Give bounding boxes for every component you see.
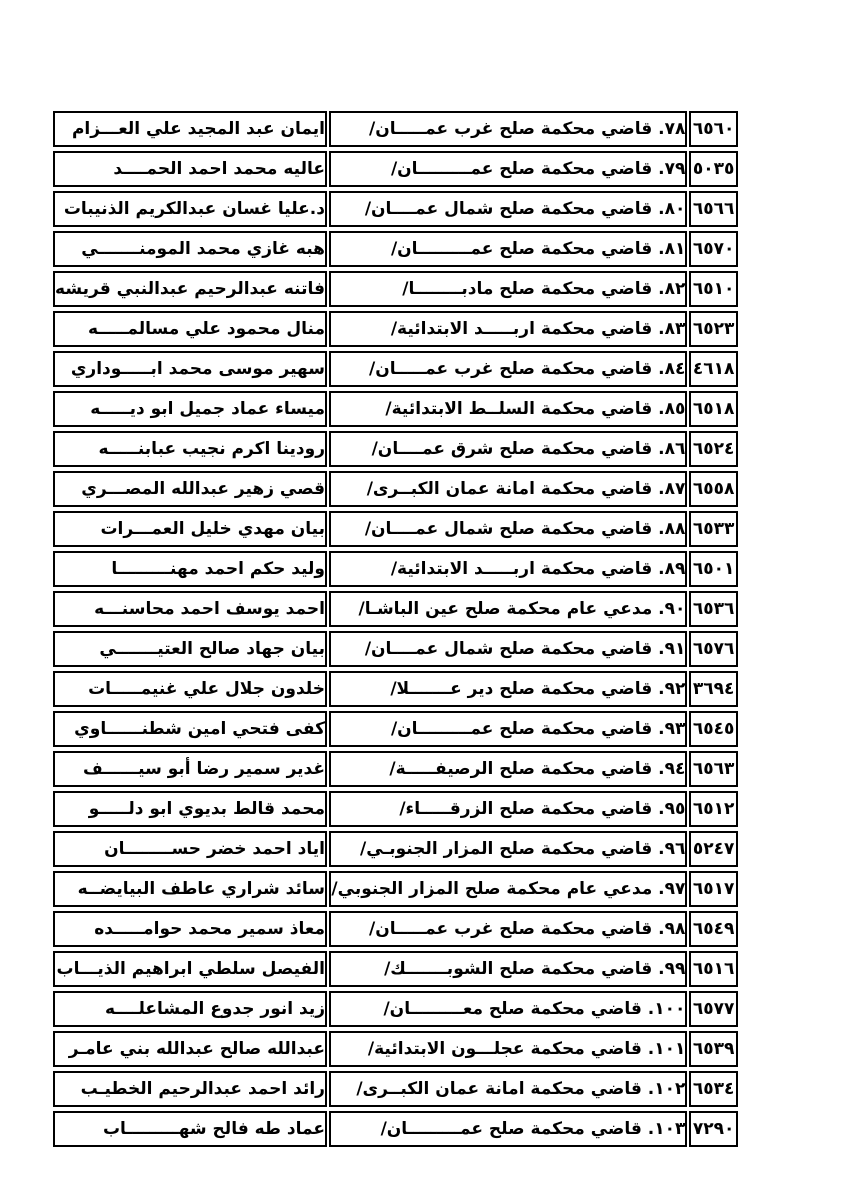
table-row (53, 591, 738, 627)
position-title: ٩٠. مدعي عام محكمة صلح عين الباشـا/ (329, 591, 685, 627)
judge-name: الفيصل سلطي ابراهيم الذيـــاب (53, 951, 325, 987)
position-title: ١٠١. قاضي محكمة عجلـــون الابتدائية/ (329, 1031, 685, 1067)
position-title: ٨٩. قاضي محكمة اربـــــد الابتدائية/ (329, 551, 685, 587)
employee-number: ٦٥١٠ (691, 271, 738, 307)
table-row (53, 511, 738, 547)
employee-number: ٦٥١٧ (691, 871, 738, 907)
table-row (53, 271, 738, 307)
employee-number: ٦٥٠١ (691, 551, 738, 587)
column-divider (325, 271, 329, 307)
position-title: ٨١. قاضي محكمة صلح عمـــــــــان/ (329, 231, 685, 267)
column-divider (325, 951, 329, 987)
column-divider (685, 351, 691, 387)
employee-number: ٦٥٢٤ (691, 431, 738, 467)
judge-name: زيد انور جدوع المشاعلــــه (53, 991, 325, 1027)
column-divider (685, 431, 691, 467)
table-row (53, 911, 738, 947)
column-divider (325, 831, 329, 867)
judges-table-body (53, 111, 738, 1147)
column-divider (685, 1111, 691, 1147)
column-divider (685, 791, 691, 827)
column-divider (325, 511, 329, 547)
column-divider (325, 471, 329, 507)
column-divider (325, 1071, 329, 1107)
column-divider (325, 711, 329, 747)
table-row (53, 311, 738, 347)
column-divider (325, 431, 329, 467)
table-row (53, 431, 738, 467)
employee-number: ٦٥٥٨ (691, 471, 738, 507)
employee-number: ٥٢٤٧ (691, 831, 738, 867)
judge-name: سهير موسى محمد ابـــــوداري (53, 351, 325, 387)
position-title: ٩٥. قاضي محكمة صلح الزرقـــــاء/ (329, 791, 685, 827)
judge-name: فاتنه عبدالرحيم عبدالنبي قريشه (53, 271, 325, 307)
column-divider (325, 791, 329, 827)
column-divider (325, 1031, 329, 1067)
judge-name: منال محمود علي مسالمـــــه (53, 311, 325, 347)
position-title: ١٠٠. قاضي محكمة صلح معـــــــــان/ (329, 991, 685, 1027)
column-divider (685, 231, 691, 267)
table-row (53, 991, 738, 1027)
table-row (53, 1031, 738, 1067)
column-divider (325, 231, 329, 267)
judge-name: محمد قالط بديوي ابو دلـــــو (53, 791, 325, 827)
employee-number: ٦٥١٨ (691, 391, 738, 427)
position-title: ٨٠. قاضي محكمة صلح شمال عمــــان/ (329, 191, 685, 227)
employee-number: ٦٥٧٠ (691, 231, 738, 267)
employee-number: ٦٥٦٣ (691, 751, 738, 787)
column-divider (685, 831, 691, 867)
judge-name: عبدالله صالح عبدالله بني عامـر (53, 1031, 325, 1067)
table-row (53, 351, 738, 387)
judges-table (53, 107, 738, 1151)
column-divider (325, 991, 329, 1027)
judge-name: عاليه محمد احمد الحمــــد (53, 151, 325, 187)
column-divider (685, 991, 691, 1027)
employee-number: ٦٥٤٥ (691, 711, 738, 747)
column-divider (685, 1031, 691, 1067)
judge-name: ميساء عماد جميل ابو ديـــــه (53, 391, 325, 427)
position-title: ١٠٣. قاضي محكمة صلح عمـــــــــان/ (329, 1111, 685, 1147)
column-divider (325, 631, 329, 667)
position-title: ٩٨. قاضي محكمة صلح غرب عمـــــان/ (329, 911, 685, 947)
employee-number: ٤٦١٨ (691, 351, 738, 387)
employee-number: ٦٥١٢ (691, 791, 738, 827)
judge-name: عماد طه فالح شهـــــــــاب (53, 1111, 325, 1147)
column-divider (325, 191, 329, 227)
judge-name: هبه غازي محمد المومنـــــــي (53, 231, 325, 267)
judge-name: رائد احمد عبدالرحيم الخطيـب (53, 1071, 325, 1107)
column-divider (685, 911, 691, 947)
table-row (53, 671, 738, 707)
table-row (53, 391, 738, 427)
position-title: ٩٤. قاضي محكمة صلح الرصيفـــــة/ (329, 751, 685, 787)
position-title: ٨٣. قاضي محكمة اربـــــد الابتدائية/ (329, 311, 685, 347)
position-title: ٩٣. قاضي محكمة صلح عمـــــــــان/ (329, 711, 685, 747)
employee-number: ٦٥٦٦ (691, 191, 738, 227)
position-title: ٨٦. قاضي محكمة صلح شرق عمــــان/ (329, 431, 685, 467)
column-divider (685, 391, 691, 427)
judge-name: د.عليا غسان عبدالكريم الذنيبات (53, 191, 325, 227)
column-divider (325, 311, 329, 347)
column-divider (685, 951, 691, 987)
column-divider (685, 871, 691, 907)
employee-number: ٦٥١٦ (691, 951, 738, 987)
column-divider (325, 391, 329, 427)
column-divider (325, 351, 329, 387)
position-title: ٩٧. مدعي عام محكمة صلح المزار الجنوبي/ (329, 871, 685, 907)
judge-name: خلدون جلال علي غنيمـــــات (53, 671, 325, 707)
judge-name: كفى فتحي امين شطنــــــاوي (53, 711, 325, 747)
employee-number: ٦٥٣٤ (691, 1071, 738, 1107)
column-divider (325, 591, 329, 627)
column-divider (685, 671, 691, 707)
judge-name: وليد حكم احمد مهنـــــــــا (53, 551, 325, 587)
column-divider (685, 471, 691, 507)
judge-name: بيان مهدي خليل العمـــرات (53, 511, 325, 547)
table-row (53, 831, 738, 867)
judge-name: قصي زهير عبدالله المصـــري (53, 471, 325, 507)
table-row (53, 551, 738, 587)
judge-name: اياد احمد خضر حســــــــان (53, 831, 325, 867)
table-row (53, 1071, 738, 1107)
judge-name: بيان جهاد صالح العتيـــــــي (53, 631, 325, 667)
table-row (53, 191, 738, 227)
column-divider (685, 751, 691, 787)
judge-name: سائد شراري عاطف البيايضــه (53, 871, 325, 907)
column-divider (325, 911, 329, 947)
employee-number: ٧٢٩٠ (691, 1111, 738, 1147)
position-title: ٧٩. قاضي محكمة صلح عمـــــــــان/ (329, 151, 685, 187)
column-divider (685, 1071, 691, 1107)
position-title: ٨٨. قاضي محكمة صلح شمال عمــــان/ (329, 511, 685, 547)
column-divider (685, 311, 691, 347)
column-divider (685, 711, 691, 747)
column-divider (685, 271, 691, 307)
column-divider (325, 111, 329, 147)
employee-number: ٦٥٦٠ (691, 111, 738, 147)
employee-number: ٦٥٧٦ (691, 631, 738, 667)
table-row (53, 871, 738, 907)
column-divider (685, 551, 691, 587)
column-divider (325, 151, 329, 187)
position-title: ٧٨. قاضي محكمة صلح غرب عمـــــان/ (329, 111, 685, 147)
judge-name: رودينا اكرم نجيب عبابنـــــه (53, 431, 325, 467)
employee-number: ٦٥٣٣ (691, 511, 738, 547)
column-divider (685, 511, 691, 547)
position-title: ٨٧. قاضي محكمة امانة عمان الكبــرى/ (329, 471, 685, 507)
position-title: ٨٤. قاضي محكمة صلح غرب عمـــــان/ (329, 351, 685, 387)
column-divider (325, 551, 329, 587)
table-row (53, 231, 738, 267)
employee-number: ٥٠٣٥ (691, 151, 738, 187)
table-row (53, 111, 738, 147)
employee-number: ٦٥٣٩ (691, 1031, 738, 1067)
position-title: ١٠٢. قاضي محكمة امانة عمان الكبــرى/ (329, 1071, 685, 1107)
position-title: ٩٦. قاضي محكمة صلح المزار الجنوبـي/ (329, 831, 685, 867)
table-row (53, 471, 738, 507)
position-title: ٨٥. قاضي محكمة السلــط الابتدائية/ (329, 391, 685, 427)
judge-name: احمد يوسف احمد محاسنـــه (53, 591, 325, 627)
column-divider (685, 191, 691, 227)
column-divider (325, 1111, 329, 1147)
column-divider (685, 151, 691, 187)
judge-name: غدير سمير رضا أبو سيــــــف (53, 751, 325, 787)
column-divider (685, 111, 691, 147)
table-row (53, 631, 738, 667)
column-divider (325, 671, 329, 707)
column-divider (325, 871, 329, 907)
table-row (53, 951, 738, 987)
employee-number: ٦٥٤٩ (691, 911, 738, 947)
judge-name: ايمان عبد المجيد علي العـــزام (53, 111, 325, 147)
judge-name: معاذ سمير محمد حوامـــــده (53, 911, 325, 947)
table-row (53, 751, 738, 787)
position-title: ٨٢. قاضي محكمة صلح مادبــــــــا/ (329, 271, 685, 307)
employee-number: ٦٥٢٣ (691, 311, 738, 347)
position-title: ٩١. قاضي محكمة صلح شمال عمــــان/ (329, 631, 685, 667)
employee-number: ٦٥٧٧ (691, 991, 738, 1027)
table-row (53, 791, 738, 827)
employee-number: ٦٥٣٦ (691, 591, 738, 627)
employee-number: ٣٦٩٤ (691, 671, 738, 707)
table-row (53, 1111, 738, 1147)
position-title: ٩٩. قاضي محكمة صلح الشوبـــــــك/ (329, 951, 685, 987)
table-row (53, 711, 738, 747)
column-divider (325, 751, 329, 787)
position-title: ٩٢. قاضي محكمة صلح دير عـــــــلا/ (329, 671, 685, 707)
table-row (53, 151, 738, 187)
column-divider (685, 631, 691, 667)
column-divider (685, 591, 691, 627)
